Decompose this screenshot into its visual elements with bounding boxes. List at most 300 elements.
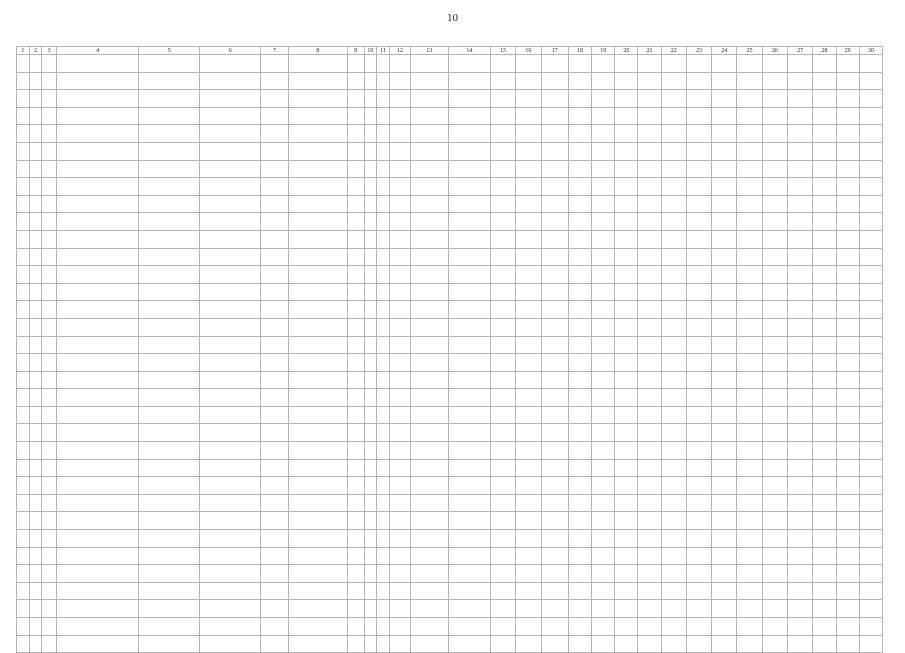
table-cell xyxy=(42,125,57,143)
table-cell xyxy=(288,283,347,301)
table-cell xyxy=(57,213,139,231)
table-cell xyxy=(568,442,591,460)
table-cell xyxy=(261,142,288,160)
table-cell xyxy=(410,142,448,160)
table-cell xyxy=(516,195,541,213)
table-cell xyxy=(377,600,390,618)
table-cell xyxy=(377,142,390,160)
table-cell xyxy=(410,354,448,372)
table-cell xyxy=(836,354,859,372)
table-cell xyxy=(661,424,686,442)
table-cell xyxy=(139,389,200,407)
table-cell xyxy=(836,512,859,530)
table-row xyxy=(17,213,883,231)
table-cell xyxy=(788,336,813,354)
table-cell xyxy=(541,459,568,477)
table-cell xyxy=(377,72,390,90)
table-cell xyxy=(661,72,686,90)
table-cell xyxy=(491,72,516,90)
table-cell xyxy=(17,72,30,90)
table-cell xyxy=(389,160,410,178)
table-cell xyxy=(859,354,882,372)
table-cell xyxy=(516,90,541,108)
table-cell xyxy=(29,301,42,319)
table-cell xyxy=(661,283,686,301)
table-cell xyxy=(261,442,288,460)
table-cell xyxy=(448,107,490,125)
table-cell xyxy=(686,318,711,336)
table-cell xyxy=(592,459,615,477)
table-cell xyxy=(592,283,615,301)
table-cell xyxy=(712,494,737,512)
table-cell xyxy=(568,618,591,636)
table-cell xyxy=(859,72,882,90)
table-cell xyxy=(139,213,200,231)
table-cell xyxy=(364,178,377,196)
table-cell xyxy=(737,318,762,336)
table-cell xyxy=(364,512,377,530)
table-cell xyxy=(377,371,390,389)
table-cell xyxy=(661,547,686,565)
table-cell xyxy=(29,160,42,178)
table-cell xyxy=(737,178,762,196)
column-header: 14 xyxy=(448,47,490,55)
column-header: 28 xyxy=(813,47,836,55)
table-row xyxy=(17,477,883,495)
table-cell xyxy=(389,266,410,284)
table-cell xyxy=(592,389,615,407)
column-header: 17 xyxy=(541,47,568,55)
table-cell xyxy=(17,248,30,266)
table-cell xyxy=(592,618,615,636)
table-cell xyxy=(17,266,30,284)
table-cell xyxy=(491,248,516,266)
table-cell xyxy=(42,477,57,495)
table-cell xyxy=(29,336,42,354)
column-header: 7 xyxy=(261,47,288,55)
table-cell xyxy=(42,494,57,512)
table-cell xyxy=(516,336,541,354)
table-row xyxy=(17,248,883,266)
table-cell xyxy=(737,90,762,108)
table-cell xyxy=(686,530,711,548)
table-cell xyxy=(491,477,516,495)
table-cell xyxy=(836,213,859,231)
table-cell xyxy=(686,195,711,213)
table-cell xyxy=(661,389,686,407)
table-cell xyxy=(859,477,882,495)
table-cell xyxy=(762,55,787,73)
table-cell xyxy=(448,354,490,372)
table-cell xyxy=(661,336,686,354)
table-cell xyxy=(377,530,390,548)
table-cell xyxy=(813,336,836,354)
table-cell xyxy=(638,107,661,125)
table-cell xyxy=(377,618,390,636)
table-cell xyxy=(261,459,288,477)
table-cell xyxy=(17,283,30,301)
table-cell xyxy=(491,160,516,178)
table-cell xyxy=(139,494,200,512)
table-cell xyxy=(491,178,516,196)
table-cell xyxy=(491,318,516,336)
table-cell xyxy=(491,582,516,600)
table-cell xyxy=(762,582,787,600)
table-cell xyxy=(541,371,568,389)
table-cell xyxy=(592,125,615,143)
table-cell xyxy=(813,283,836,301)
table-cell xyxy=(389,582,410,600)
table-cell xyxy=(516,406,541,424)
table-cell xyxy=(29,318,42,336)
table-cell xyxy=(347,266,364,284)
table-cell xyxy=(592,160,615,178)
table-cell xyxy=(448,230,490,248)
table-cell xyxy=(57,406,139,424)
table-cell xyxy=(661,178,686,196)
table-cell xyxy=(615,512,638,530)
table-cell xyxy=(17,160,30,178)
table-cell xyxy=(491,354,516,372)
table-cell xyxy=(762,371,787,389)
table-cell xyxy=(448,459,490,477)
table-cell xyxy=(737,160,762,178)
table-cell xyxy=(448,477,490,495)
table-cell xyxy=(57,125,139,143)
column-header: 20 xyxy=(615,47,638,55)
register-table xyxy=(16,46,883,653)
table-cell xyxy=(686,582,711,600)
table-cell xyxy=(712,582,737,600)
table-cell xyxy=(42,90,57,108)
table-cell xyxy=(836,230,859,248)
table-cell xyxy=(448,160,490,178)
table-cell xyxy=(638,618,661,636)
table-cell xyxy=(541,354,568,372)
table-cell xyxy=(389,442,410,460)
table-cell xyxy=(410,459,448,477)
table-cell xyxy=(377,336,390,354)
table-cell xyxy=(762,547,787,565)
table-cell xyxy=(389,565,410,583)
table-cell xyxy=(57,371,139,389)
table-cell xyxy=(42,160,57,178)
table-cell xyxy=(29,248,42,266)
table-cell xyxy=(448,565,490,583)
table-cell xyxy=(541,442,568,460)
table-cell xyxy=(516,318,541,336)
table-cell xyxy=(813,618,836,636)
table-cell xyxy=(288,301,347,319)
table-cell xyxy=(364,406,377,424)
table-cell xyxy=(347,477,364,495)
table-cell xyxy=(448,142,490,160)
table-cell xyxy=(288,336,347,354)
column-header: 26 xyxy=(762,47,787,55)
table-cell xyxy=(859,55,882,73)
table-cell xyxy=(491,55,516,73)
table-cell xyxy=(592,477,615,495)
table-cell xyxy=(347,90,364,108)
table-cell xyxy=(139,336,200,354)
table-cell xyxy=(57,635,139,653)
table-cell xyxy=(377,459,390,477)
table-cell xyxy=(448,72,490,90)
table-cell xyxy=(615,107,638,125)
table-cell xyxy=(57,72,139,90)
table-cell xyxy=(762,635,787,653)
table-cell xyxy=(288,494,347,512)
table-cell xyxy=(448,90,490,108)
table-cell xyxy=(448,389,490,407)
table-cell xyxy=(29,477,42,495)
table-cell xyxy=(261,635,288,653)
table-cell xyxy=(57,266,139,284)
table-row xyxy=(17,178,883,196)
table-cell xyxy=(859,530,882,548)
table-row xyxy=(17,283,883,301)
table-cell xyxy=(788,301,813,319)
table-cell xyxy=(592,142,615,160)
table-cell xyxy=(288,371,347,389)
table-cell xyxy=(17,371,30,389)
table-cell xyxy=(410,230,448,248)
table-cell xyxy=(57,512,139,530)
table-cell xyxy=(592,530,615,548)
table-cell xyxy=(859,389,882,407)
column-header: 4 xyxy=(57,47,139,55)
table-cell xyxy=(836,178,859,196)
table-cell xyxy=(638,354,661,372)
table-cell xyxy=(661,55,686,73)
table-cell xyxy=(615,477,638,495)
table-cell xyxy=(57,195,139,213)
table-cell xyxy=(541,72,568,90)
table-cell xyxy=(686,230,711,248)
table-cell xyxy=(139,565,200,583)
table-cell xyxy=(788,600,813,618)
table-cell xyxy=(836,442,859,460)
table-cell xyxy=(410,125,448,143)
table-cell xyxy=(737,336,762,354)
table-cell xyxy=(448,582,490,600)
table-cell xyxy=(42,635,57,653)
table-cell xyxy=(448,318,490,336)
table-cell xyxy=(516,494,541,512)
table-cell xyxy=(364,213,377,231)
table-cell xyxy=(638,635,661,653)
table-cell xyxy=(592,565,615,583)
table-cell xyxy=(541,318,568,336)
table-cell xyxy=(364,55,377,73)
table-cell xyxy=(57,547,139,565)
table-cell xyxy=(42,406,57,424)
table-cell xyxy=(788,90,813,108)
table-cell xyxy=(200,406,261,424)
table-cell xyxy=(762,424,787,442)
table-cell xyxy=(200,424,261,442)
table-cell xyxy=(541,178,568,196)
table-cell xyxy=(638,248,661,266)
table-cell xyxy=(541,477,568,495)
table-cell xyxy=(638,142,661,160)
table-cell xyxy=(638,213,661,231)
table-cell xyxy=(139,406,200,424)
table-cell xyxy=(57,301,139,319)
table-cell xyxy=(541,248,568,266)
table-cell xyxy=(261,248,288,266)
table-cell xyxy=(813,266,836,284)
table-cell xyxy=(389,494,410,512)
table-cell xyxy=(686,600,711,618)
table-cell xyxy=(288,477,347,495)
table-cell xyxy=(491,442,516,460)
table-cell xyxy=(788,406,813,424)
table-cell xyxy=(389,230,410,248)
table-cell xyxy=(139,371,200,389)
table-cell xyxy=(57,565,139,583)
table-cell xyxy=(568,142,591,160)
table-cell xyxy=(516,178,541,196)
table-cell xyxy=(410,635,448,653)
table-cell xyxy=(615,565,638,583)
table-cell xyxy=(615,248,638,266)
table-cell xyxy=(712,90,737,108)
table-cell xyxy=(364,72,377,90)
table-cell xyxy=(491,547,516,565)
table-cell xyxy=(661,160,686,178)
table-cell xyxy=(448,195,490,213)
table-cell xyxy=(389,213,410,231)
table-cell xyxy=(788,494,813,512)
table-cell xyxy=(813,160,836,178)
table-cell xyxy=(568,266,591,284)
table-cell xyxy=(568,547,591,565)
table-cell xyxy=(389,301,410,319)
table-cell xyxy=(813,424,836,442)
table-cell xyxy=(686,72,711,90)
table-cell xyxy=(516,459,541,477)
table-cell xyxy=(364,248,377,266)
table-cell xyxy=(347,55,364,73)
table-cell xyxy=(762,195,787,213)
table-cell xyxy=(638,90,661,108)
table-cell xyxy=(615,301,638,319)
table-cell xyxy=(364,618,377,636)
table-cell xyxy=(762,477,787,495)
table-cell xyxy=(516,424,541,442)
table-cell xyxy=(347,301,364,319)
table-cell xyxy=(712,600,737,618)
table-cell xyxy=(762,406,787,424)
table-row xyxy=(17,301,883,319)
table-cell xyxy=(686,512,711,530)
table-cell xyxy=(836,266,859,284)
table-cell xyxy=(17,354,30,372)
table-cell xyxy=(410,178,448,196)
table-cell xyxy=(762,442,787,460)
table-cell xyxy=(762,283,787,301)
table-cell xyxy=(661,213,686,231)
table-row xyxy=(17,266,883,284)
table-cell xyxy=(592,248,615,266)
table-cell xyxy=(788,582,813,600)
table-cell xyxy=(661,142,686,160)
table-cell xyxy=(29,213,42,231)
table-cell xyxy=(364,318,377,336)
table-row xyxy=(17,424,883,442)
table-cell xyxy=(389,195,410,213)
table-cell xyxy=(541,195,568,213)
table-cell xyxy=(813,195,836,213)
table-cell xyxy=(615,389,638,407)
table-cell xyxy=(592,371,615,389)
table-cell xyxy=(364,424,377,442)
table-cell xyxy=(836,301,859,319)
table-cell xyxy=(661,530,686,548)
table-cell xyxy=(17,213,30,231)
table-cell xyxy=(57,618,139,636)
table-cell xyxy=(29,90,42,108)
table-cell xyxy=(17,635,30,653)
table-cell xyxy=(568,160,591,178)
table-cell xyxy=(836,424,859,442)
table-cell xyxy=(364,107,377,125)
table-cell xyxy=(261,195,288,213)
table-cell xyxy=(541,512,568,530)
table-cell xyxy=(516,600,541,618)
table-cell xyxy=(261,230,288,248)
table-cell xyxy=(661,582,686,600)
table-cell xyxy=(516,547,541,565)
table-cell xyxy=(638,195,661,213)
table-cell xyxy=(568,213,591,231)
table-cell xyxy=(42,600,57,618)
table-cell xyxy=(686,301,711,319)
table-cell xyxy=(516,142,541,160)
table-cell xyxy=(859,336,882,354)
table-cell xyxy=(139,142,200,160)
table-cell xyxy=(788,55,813,73)
column-header: 3 xyxy=(42,47,57,55)
table-cell xyxy=(17,530,30,548)
table-cell xyxy=(686,354,711,372)
table-cell xyxy=(813,318,836,336)
table-cell xyxy=(712,424,737,442)
table-cell xyxy=(139,442,200,460)
table-cell xyxy=(638,600,661,618)
table-cell xyxy=(712,248,737,266)
column-header: 11 xyxy=(377,47,390,55)
table-row xyxy=(17,195,883,213)
column-header: 23 xyxy=(686,47,711,55)
table-cell xyxy=(638,459,661,477)
table-cell xyxy=(410,90,448,108)
table-cell xyxy=(29,125,42,143)
table-cell xyxy=(491,301,516,319)
table-cell xyxy=(57,442,139,460)
table-cell xyxy=(261,354,288,372)
table-cell xyxy=(491,213,516,231)
table-cell xyxy=(836,477,859,495)
table-cell xyxy=(836,389,859,407)
table-cell xyxy=(686,565,711,583)
table-cell xyxy=(737,72,762,90)
table-cell xyxy=(389,371,410,389)
table-cell xyxy=(592,336,615,354)
table-cell xyxy=(859,424,882,442)
table-cell xyxy=(29,283,42,301)
